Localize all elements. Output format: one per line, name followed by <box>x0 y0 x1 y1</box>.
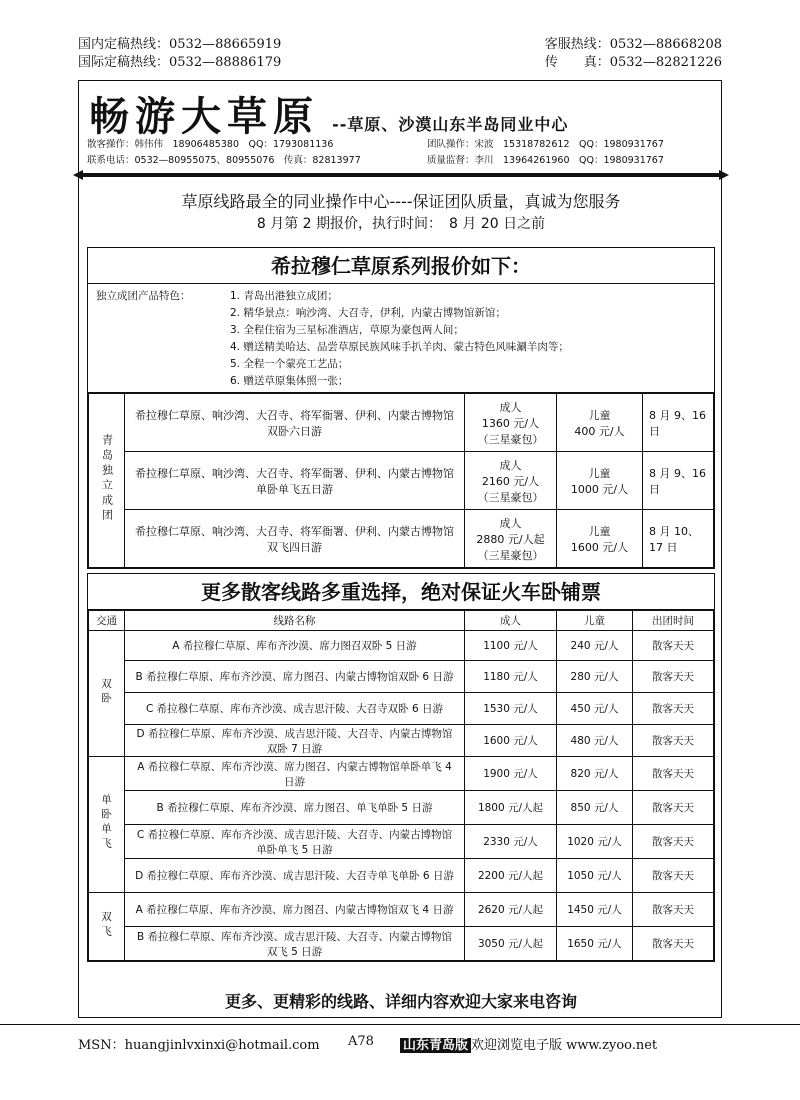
page-number: A78 <box>348 1034 374 1049</box>
route-cell: 希拉穆仁草原、响沙湾、大召寺、将军衙署、伊利、内蒙古博物馆双飞四日游 <box>125 510 465 568</box>
group-table-box <box>87 393 715 569</box>
child-price: 1020 元/人 <box>557 825 633 859</box>
transport-cell <box>89 757 125 893</box>
departure-time: 散客天天 <box>633 661 714 693</box>
departure-time: 散客天天 <box>633 757 714 791</box>
transport-cell <box>89 631 125 757</box>
contact-sanke: 散客操作：韩伟伟 18906485380 QQ：1793081136 <box>87 139 334 150</box>
slogan-line2: 8 月第 2 期报价，执行时间： 8 月 20 日之前 <box>256 216 546 232</box>
feature-item: 6. 赠送草原集体照一张； <box>230 375 349 387</box>
departure-time: 散客天天 <box>633 631 714 661</box>
route-cell: 希拉穆仁草原、响沙湾、大召寺、将军衙署、伊利、内蒙古博物馆双卧六日游 <box>125 394 465 452</box>
departure-date: 8 月 9、16 日 <box>643 452 714 510</box>
section2-heading: 更多散客线路多重选择，绝对保证火车卧铺票 <box>87 573 715 609</box>
contact-team: 团队操作：宋波 15318782612 QQ：1980931767 <box>427 139 664 150</box>
feature-item: 2. 精华景点：响沙湾、大召寺，伊利，内蒙古博物馆新馆； <box>230 307 506 319</box>
brand-tag: 山东青岛版 <box>400 1038 471 1053</box>
sub-title: --草原、沙漠山东半岛同业中心 <box>332 115 569 134</box>
adult-price: 2330 元/人 <box>465 825 557 859</box>
adult-price: 2620 元/人起 <box>465 893 557 927</box>
header-adult: 成人 <box>465 611 557 631</box>
group-label: 青岛独立成团 <box>100 434 114 524</box>
child-price: 1050 元/人 <box>557 859 633 893</box>
child-price: 1450 元/人 <box>557 893 633 927</box>
departure-time: 散客天天 <box>633 859 714 893</box>
group-label-cell <box>89 394 125 568</box>
group-tour-table <box>88 393 714 568</box>
departure-time: 散客天天 <box>633 893 714 927</box>
route-cell: D 希拉穆仁草原、库布齐沙漠、成吉思汗陵、大召寺、内蒙古博物馆双卧 7 日游 <box>125 725 465 757</box>
child-price: 850 元/人 <box>557 791 633 825</box>
child-price: 1650 元/人 <box>557 927 633 961</box>
adult-price: 成人 2160 元/人 （三星豪包） <box>465 452 557 510</box>
feature-item: 1. 青岛出港独立成团； <box>230 290 338 302</box>
departure-time: 散客天天 <box>633 693 714 725</box>
child-price: 820 元/人 <box>557 757 633 791</box>
feature-item: 3. 全程住宿为三星标准酒店，草原为豪包两人间； <box>230 324 464 336</box>
adult-price: 1800 元/人起 <box>465 791 557 825</box>
route-cell: A 希拉穆仁草原、库布齐沙漠、席力图召双卧 5 日游 <box>125 631 465 661</box>
main-title: 畅游大草原 <box>89 93 319 140</box>
slogan-line1: 草原线路最全的同业操作中心----保证团队质量，真诚为您服务 <box>181 192 621 211</box>
feature-item: 4. 赠送精美哈达、品尝草原民族风味手扒羊肉、蒙古特色风味涮羊肉等； <box>230 341 569 353</box>
adult-price: 1180 元/人 <box>465 661 557 693</box>
child-price: 儿童 400 元/人 <box>557 394 643 452</box>
transport-label: 双卧 <box>100 677 112 707</box>
arrow-divider <box>73 169 729 181</box>
closing-line: 更多、更精彩的线路、详细内容欢迎大家来电咨询 <box>224 992 577 1011</box>
footer-divider <box>0 1024 800 1025</box>
departure-time: 散客天天 <box>633 927 714 961</box>
child-price: 240 元/人 <box>557 631 633 661</box>
route-cell: B 希拉穆仁草原、库布齐沙漠、席力图召、内蒙古博物馆双卧 6 日游 <box>125 661 465 693</box>
brand-text: 欢迎浏览电子版 www.zyoo.net <box>471 1038 658 1053</box>
transport-label: 双飞 <box>100 910 112 940</box>
adult-price: 1530 元/人 <box>465 693 557 725</box>
feature-item: 5. 全程一个蒙亮工艺品； <box>230 358 349 370</box>
header-child: 儿童 <box>557 611 633 631</box>
transport-label: 单卧单飞 <box>100 794 112 852</box>
child-price: 480 元/人 <box>557 725 633 757</box>
service-hotline: 客服热线：0532—88668208 <box>544 37 722 52</box>
feature-list <box>230 288 569 390</box>
header-route: 线路名称 <box>125 611 465 631</box>
departure-date: 8 月 10、17 日 <box>643 510 714 568</box>
child-price: 280 元/人 <box>557 661 633 693</box>
departure-time: 散客天天 <box>633 725 714 757</box>
contact-phone: 联系电话：0532—80955075、80955076 传真：82813977 <box>87 155 361 166</box>
route-cell: C 希拉穆仁草原、库布齐沙漠、成吉思汗陵、大召寺、内蒙古博物馆单卧单飞 5 日游 <box>125 825 465 859</box>
header-transport: 交通 <box>89 611 125 631</box>
departure-date: 8 月 9、16 日 <box>643 394 714 452</box>
child-price: 儿童 1000 元/人 <box>557 452 643 510</box>
intl-hotline: 国际定稿热线：0532—88886179 <box>78 55 282 70</box>
child-price: 450 元/人 <box>557 693 633 725</box>
adult-price: 成人 2880 元/人起 （三星豪包） <box>465 510 557 568</box>
adult-price: 成人 1360 元/人 （三星豪包） <box>465 394 557 452</box>
msn-contact: MSN：huangjinlvxinxi@hotmail.com <box>78 1038 320 1053</box>
adult-price: 1600 元/人 <box>465 725 557 757</box>
route-cell: B 希拉穆仁草原、库布齐沙漠、席力图召、单飞单卧 5 日游 <box>125 791 465 825</box>
main-frame <box>78 80 722 1018</box>
departure-time: 散客天天 <box>633 791 714 825</box>
departure-time: 散客天天 <box>633 825 714 859</box>
feature-label: 独立成团产品特色： <box>96 290 191 302</box>
route-cell: 希拉穆仁草原、响沙湾、大召寺、将军衙署、伊利、内蒙古博物馆单卧单飞五日游 <box>125 452 465 510</box>
feature-box <box>87 283 715 393</box>
adult-price: 1100 元/人 <box>465 631 557 661</box>
adult-price: 3050 元/人起 <box>465 927 557 961</box>
adult-price: 2200 元/人起 <box>465 859 557 893</box>
route-cell: C 希拉穆仁草原、库布齐沙漠、成吉思汗陵、大召寺双卧 6 日游 <box>125 693 465 725</box>
route-cell: B 希拉穆仁草原、库布齐沙漠、成吉思汗陵、大召寺、内蒙古博物馆双飞 5 日游 <box>125 927 465 961</box>
scattered-tour-table <box>88 610 714 961</box>
section1-heading: 希拉穆仁草原系列报价如下： <box>87 247 715 283</box>
fax-number: 传 真：0532—82821226 <box>544 55 722 70</box>
child-price: 儿童 1600 元/人 <box>557 510 643 568</box>
contact-quality: 质量监督：李川 13964261960 QQ：1980931767 <box>427 155 664 166</box>
route-cell: D 希拉穆仁草原、库布齐沙漠、成吉思汗陵、大召寺单飞单卧 6 日游 <box>125 859 465 893</box>
domestic-hotline: 国内定稿热线：0532—88665919 <box>78 37 282 52</box>
brand-line <box>400 1034 657 1053</box>
adult-price: 1900 元/人 <box>465 757 557 791</box>
route-cell: A 希拉穆仁草原、库布齐沙漠、席力图召、内蒙古博物馆双飞 4 日游 <box>125 893 465 927</box>
tour-table-box <box>87 609 715 962</box>
title-row <box>89 85 569 140</box>
transport-cell <box>89 893 125 961</box>
route-cell: A 希拉穆仁草原、库布齐沙漠、席力图召、内蒙古博物馆单卧单飞 4 日游 <box>125 757 465 791</box>
header-time: 出团时间 <box>633 611 714 631</box>
